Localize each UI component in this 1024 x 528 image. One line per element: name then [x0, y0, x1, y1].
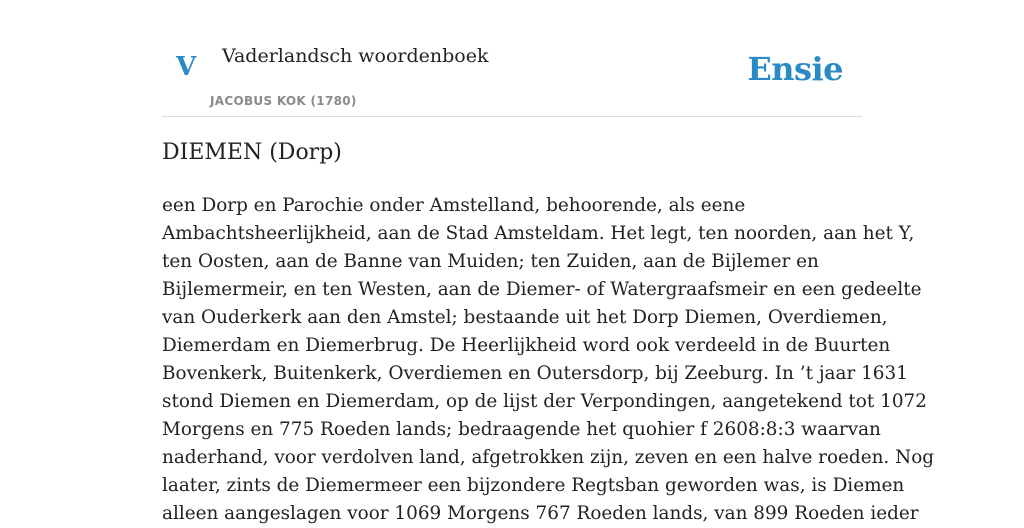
ensie-logo[interactable]: Ensie [747, 50, 843, 88]
entry-text-line: ten Oosten, aan de Banne van Muiden; ten Zuiden, aan de Bijlemer en [162, 251, 819, 272]
entry-text-line: Ambachtsheerlijkheid, aan de Stad Amsteldam. Het legt, ten noorden, aan het Y, [162, 223, 915, 244]
entry-text-line: stond Diemen en Diemerdam, op de lijst der Verpondingen, aangetekend tot 1072 [162, 391, 927, 412]
entry-text-line: Morgens en 775 Roeden lands; bedraagende het quohier f 2608:8:3 waarvan [162, 419, 881, 440]
entry-body [162, 192, 935, 528]
book-author: JACOBUS KOK (1780) [210, 94, 357, 108]
entry-text-line: een Dorp en Parochie onder Amstelland, behoorende, als eene [162, 195, 746, 216]
entry-text-line: laater, zints de Diemermeer een bijzondere Regtsban geworden was, is Diemen [162, 475, 905, 496]
book-header [162, 0, 862, 117]
entry-text-line: alleen aangeslagen voor 1069 Morgens 767 Roeden lands, van 899 Roeden ieder [162, 503, 919, 524]
entry-text-line: Diemerdam en Diemerbrug. De Heerlijkheid word ook verdeeld in de Buurten [162, 335, 891, 356]
entry-text-line: Bovenkerk, Buitenkerk, Overdiemen en Outersdorp, bij Zeeburg. In ’t jaar 1631 [162, 363, 908, 384]
entry-text-line: van Ouderkerk aan den Amstel; bestaande uit het Dorp Diemen, Overdiemen, [162, 307, 888, 328]
entry-text-line: naderhand, voor verdolven land, afgetrokken zijn, zeven en een halve roeden. Nog [162, 447, 935, 468]
entry-title: DIEMEN (Dorp) [162, 140, 342, 165]
entry-text-line: Bijlemermeir, en ten Westen, aan de Diemer- of Watergraafsmeir en een gedeelte [162, 279, 922, 300]
book-title-link[interactable]: Vaderlandsch woordenboek [222, 45, 489, 67]
book-letter-link[interactable]: V [176, 52, 197, 82]
